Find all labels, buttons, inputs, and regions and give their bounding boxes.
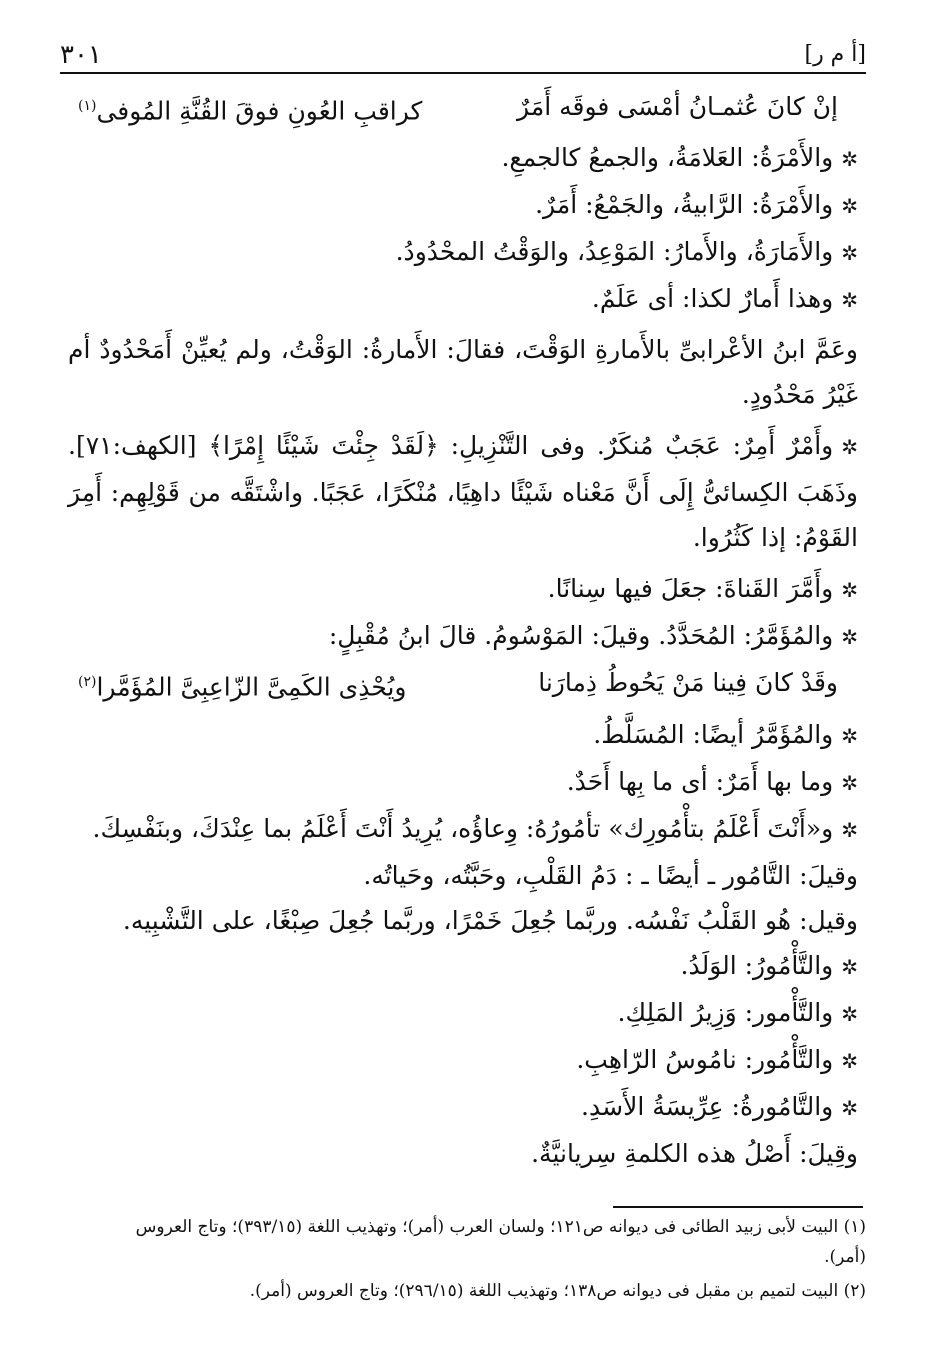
entry-line xyxy=(68,613,858,660)
entry-line xyxy=(68,1084,858,1131)
footnotes xyxy=(90,1212,866,1310)
main-text xyxy=(68,84,858,1176)
asterisk-icon: ✲ xyxy=(841,241,858,266)
page-header xyxy=(60,38,866,74)
asterisk-icon: ✲ xyxy=(841,147,858,172)
paragraph: وعَمَّ ابنُ الأعْرابىِّ بالأَمارةِ الوَقْتَ، فقالَ: الأَمارةُ: الوَقْتُ، ولم يُعيِّنْ أَمَحْدُودٌ أم غَيْرُ مَحْدُودٍ. xyxy=(68,335,858,410)
asterisk-icon: ✲ xyxy=(841,194,858,219)
paragraph xyxy=(68,423,858,560)
asterisk-icon: ✲ xyxy=(841,435,858,460)
asterisk-icon: ✲ xyxy=(841,817,858,842)
entry-line xyxy=(68,806,858,853)
text-line: وقيلَ: التَّامُور ـ أيضًا ـ : دَمُ القَلْبِ، وحَبَّتُه، وحَياتُه. xyxy=(363,860,858,890)
footnote-ref-1: (١) xyxy=(78,98,97,114)
page-number: ٣٠١ xyxy=(60,40,102,70)
entry-text: والتَّامُورةُ: عِرِّيسَةُ الأَسَدِ. xyxy=(581,1091,834,1121)
entry-text: والأَمَارَةُ، والأَمارُ: المَوْعِدُ، والوَقْتُ المحْدُودُ. xyxy=(395,237,834,267)
asterisk-icon: ✲ xyxy=(841,1048,858,1073)
entry-line xyxy=(68,1037,858,1084)
asterisk-icon: ✲ xyxy=(841,1001,858,1026)
asterisk-icon: ✲ xyxy=(841,770,858,795)
footnote-divider xyxy=(613,1206,863,1208)
asterisk-icon: ✲ xyxy=(841,954,858,979)
entry-line xyxy=(68,990,858,1037)
entry-line xyxy=(68,276,858,323)
entry-line xyxy=(68,229,858,276)
entry-line xyxy=(68,135,858,182)
text-line: وقيل: هُو القَلْبُ نَفْسُه. وربَّما جُعِلَ خَمْرًا، وربَّما جُعِلَ صِبْغًا، على التَّشْبِيه. xyxy=(122,905,858,935)
asterisk-icon: ✲ xyxy=(841,625,858,650)
entry-line xyxy=(68,759,858,806)
verse-2-first-hemistich: وقَدْ كانَ فِينا مَنْ يَحُوطُ ذِمارَنا xyxy=(538,668,838,698)
asterisk-icon: ✲ xyxy=(841,1095,858,1120)
entry-text: وهذا أَمارٌ لكذا: أى عَلَمٌ. xyxy=(591,284,834,314)
footnote-2: (٢) البيت لتميم بن مقبل فى ديوانه ص١٣٨؛ وتهذيب اللغة (٢٩٦/١٥)؛ وتاج العروس (أمر). xyxy=(249,1281,866,1301)
footnote-1: (١) البيت لأبى زبيد الطائى فى ديوانه ص١٢١؛ ولسان العرب (أمر)؛ وتهذيب اللغة (٣٩٣/١٥)؛ وتاج العروس (أمر). xyxy=(135,1217,866,1267)
verse-2-second-hemistich xyxy=(78,660,407,709)
entry-text: والأَمْرَةُ: العَلامَةُ، والجمعُ كالجمعِ. xyxy=(501,143,834,173)
verse-2-second-hemistich-text: ويُحْذِى الكَمِىَّ الزّاعِبِىَّ المُؤَمَّرا xyxy=(96,672,407,702)
verse-1-second-hemistich-text: كراقبِ العُونِ فوقَ القُنَّةِ المُوفى xyxy=(96,96,423,126)
running-head: [أ م ر] xyxy=(804,42,866,67)
entry-line xyxy=(68,943,858,990)
text-line: وقِيلَ: أَصْلُ هذه الكلمةِ سِريانيَّةٌ. xyxy=(531,1138,858,1168)
entry-text: والمُؤَمَّرُ: المُحَدَّدُ. وقيلَ: المَوْسُومُ. قالَ ابنُ مُقْبِلٍ: xyxy=(328,621,834,651)
entry-text: وما بها أَمَرٌ: أى ما بِها أَحَدٌ. xyxy=(566,766,834,796)
entry-text: والتَّأْمور: وَزِيرُ المَلِكِ. xyxy=(617,997,834,1027)
asterisk-icon: ✲ xyxy=(841,288,858,313)
entry-text: والأَمْرَةُ: الرَّابيةُ، والجَمْعُ: أَمَرٌ. xyxy=(535,190,834,220)
entry-text: والتَّأْمُور: نامُوسُ الرّاهِبِ. xyxy=(576,1044,834,1074)
asterisk-icon: ✲ xyxy=(841,578,858,603)
verse-1-second-hemistich xyxy=(78,84,422,133)
entry-text: والتَّأْمُورُ: الوَلَدُ. xyxy=(680,950,834,980)
entry-text: و«أَنْتَ أَعْلَمُ بتأْمُورِك» تأمُورُهُ: وِعاؤُه، يُرِيدُ أَنْتَ أَعْلَمُ بما عِنْدَكَ، وبنَفْسِكَ. xyxy=(92,813,834,843)
paragraph-text: وأَمْرٌ أَمِرٌ: عَجَبٌ مُنكَرٌ. وفى التَّنْزِيلِ: ﴿لَقَدْ جِئْتَ شَيْئًا إِمْرًا﴾ [الكهف:٧١]. وذَهَبَ الكِسائىُّ إِلَى أَنَّ مَعْناه شَيْئًا داهِيًا، مُنْكَرًا، عَجَبًا. واشْتَقَّه من قَوْلِهِم: أَمِرَ القَوْمُ: إذا كَثُرُوا. xyxy=(68,431,858,553)
entry-line xyxy=(68,182,858,229)
footnote-ref-2: (٢) xyxy=(78,674,97,691)
asterisk-icon: ✲ xyxy=(841,723,858,748)
entry-text: وأَمَّرَ القَناةَ: جعَلَ فيها سِنانًا. xyxy=(547,574,834,604)
entry-line xyxy=(68,566,858,613)
entry-text: والمُؤَمَّرُ أيضًا: المُسَلَّطُ. xyxy=(593,719,834,749)
entry-line xyxy=(68,712,858,759)
verse-1-first-hemistich: إنْ كانَ عُثمـانُ أمْسَى فوقَه أَمَرٌ xyxy=(517,92,838,121)
verse-1 xyxy=(78,84,838,133)
verse-2 xyxy=(78,660,838,709)
